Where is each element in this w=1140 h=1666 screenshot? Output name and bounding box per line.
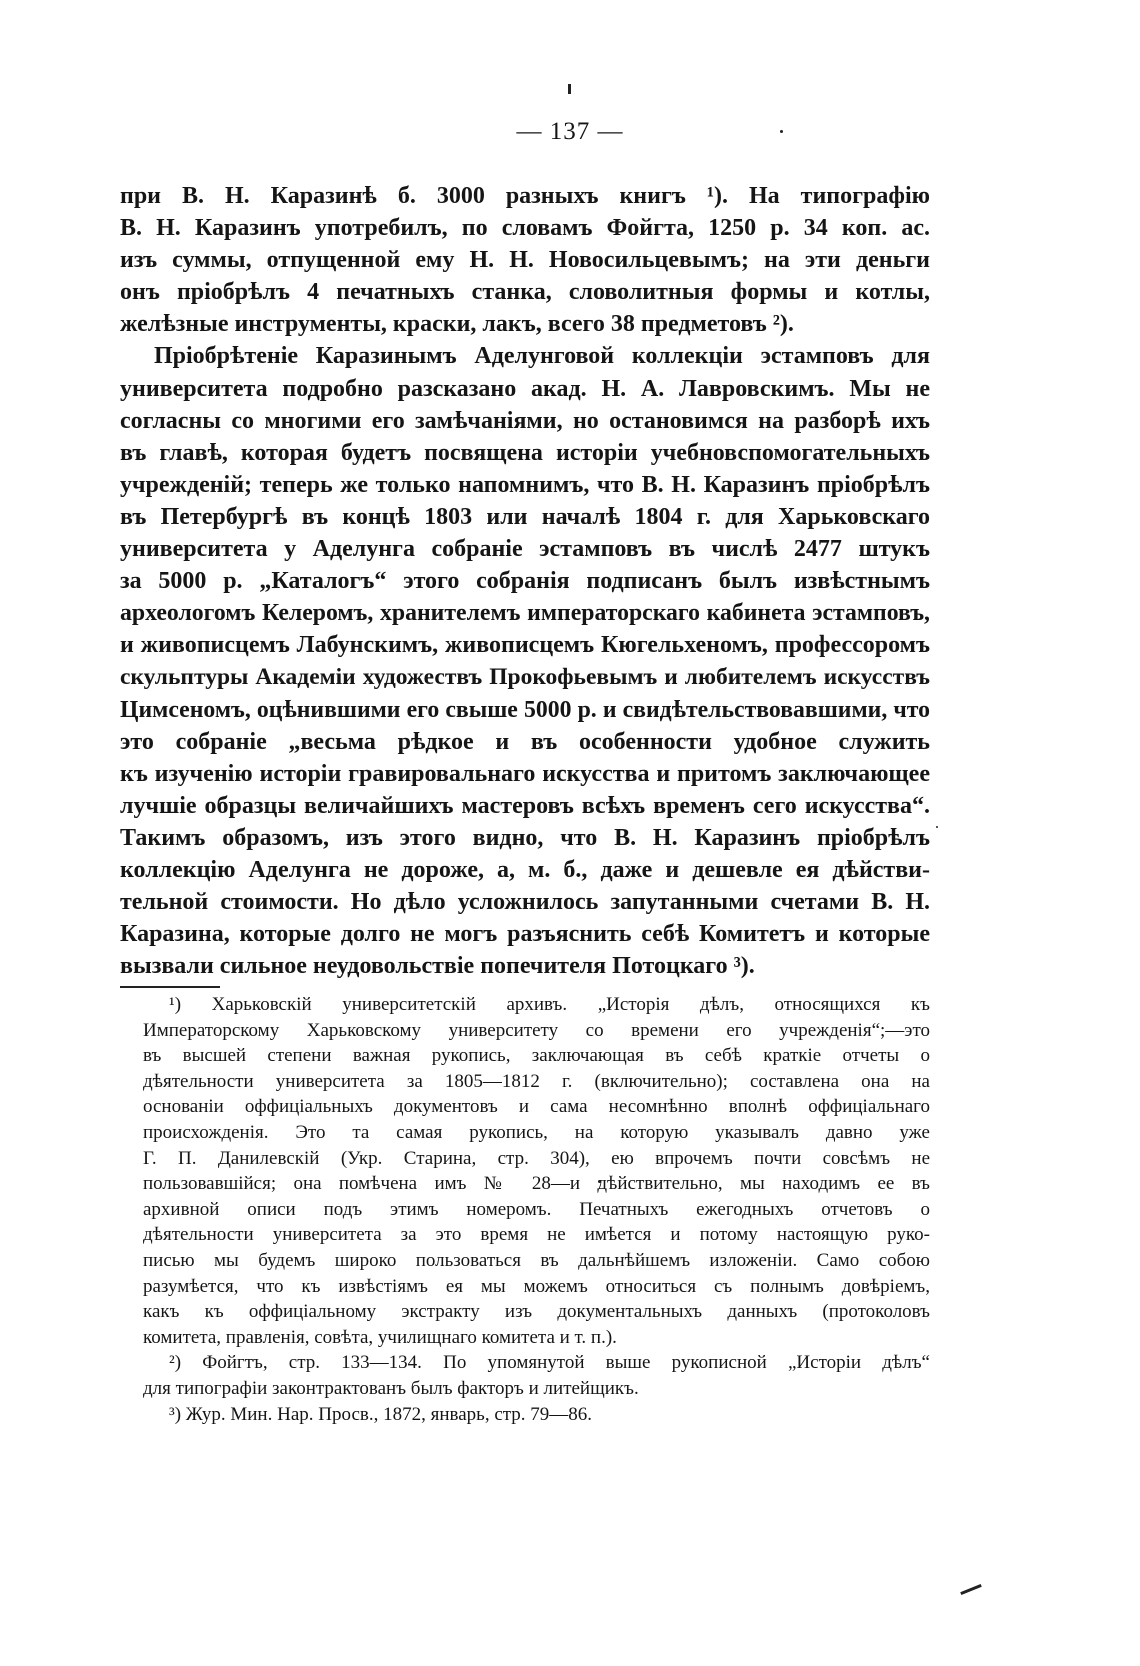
- text-line: скульптуры Академіи художествъ Прокофьевымъ и любителемъ искусствъ: [120, 664, 930, 691]
- footnote-line: для типографіи законтрактованъ былъ факторъ и литейщикъ.: [143, 1377, 639, 1399]
- text-line: Каразина, которые долго не могъ разъяснить себѣ Комитетъ и которые: [120, 921, 930, 948]
- text-line: коллекцію Аделунга не дороже, а, м. б., даже и дешевле ея дѣйстви-: [120, 856, 930, 883]
- footnote-line: какъ къ оффиціальному экстракту изъ документальныхъ данныхъ (протоколовъ: [143, 1301, 930, 1323]
- footnote-line: ³) Жур. Мин. Нар. Просв., 1872, январь, стр. 79—86.: [169, 1403, 593, 1425]
- text-line: Пріобрѣтеніе Каразинымъ Аделунговой коллекціи эстамповъ для: [154, 343, 930, 370]
- footnote-line: пользовавшійся; она помѣчена имъ № 28—и дѣйствительно, мы находимъ ее въ: [143, 1173, 930, 1195]
- footnote-line: въ высшей степени важная рукопись, заключающая въ себѣ краткіе отчеты о: [143, 1045, 930, 1067]
- text-line: это собраніе „весьма рѣдкое и въ особенности удобное служить: [120, 728, 930, 755]
- footnote-line: разумѣется, что къ извѣстіямъ ея мы можемъ относиться съ полнымъ довѣріемъ,: [143, 1275, 930, 1297]
- text-line: вызвали сильное неудовольствіе попечителя Потоцкаго ³).: [120, 953, 755, 980]
- footnotes: [143, 992, 930, 1427]
- text-line: университета подробно разсказано акад. Н. А. Лавровскимъ. Мы не: [120, 375, 930, 402]
- footnote-line: ²) Фойгтъ, стр. 133—134. По упомянутой выше рукописной „Исторіи дѣлъ“: [169, 1352, 930, 1374]
- text-line: Цимсеномъ, оцѣнившими его свыше 5000 р. и свидѣтельствовавшими, что: [120, 696, 930, 723]
- text-line: за 5000 р. „Каталогъ“ этого собранія подписанъ былъ извѣстнымъ: [120, 568, 930, 595]
- text-line: въ Петербургѣ въ концѣ 1803 или началѣ 1804 г. для Харьковскаго: [120, 503, 930, 530]
- text-line: учрежденій; теперь же только напомнимъ, что В. Н. Каразинъ пріобрѣлъ: [120, 471, 930, 498]
- ink-speck: [936, 826, 938, 828]
- text-line: университета у Аделунга собраніе эстамповъ въ числѣ 2477 штукъ: [120, 536, 930, 563]
- footnote-line: Императорскому Харьковскому университету со времени его учрежденія“;—это: [143, 1019, 930, 1041]
- text-line: и живописцемъ Лабунскимъ, живописцемъ Кюгельхеномъ, профессоромъ: [120, 632, 930, 659]
- text-line: В. Н. Каразинъ употребилъ, по словамъ Фойгта, 1250 р. 34 коп. ас.: [120, 215, 930, 242]
- page-number: — 137 —: [516, 118, 624, 145]
- ink-speck: [568, 84, 571, 94]
- footnote-line: дѣятельности университета за 1805—1812 г. (включительно); составлена она на: [143, 1070, 930, 1092]
- footnote-line: комитета, правленія, совѣта, училищнаго комитета и т. п.).: [143, 1326, 617, 1348]
- footnote-line: основаніи оффиціальныхъ документовъ и сама несомнѣнно вполнѣ оффиціальнаго: [143, 1096, 930, 1118]
- text-line: при В. Н. Каразинѣ б. 3000 разныхъ книгъ ¹). На типографію: [120, 183, 930, 209]
- footnote-line: архивной описи подъ этимъ номеромъ. Печатныхъ ежегодныхъ отчетовъ о: [143, 1198, 930, 1220]
- footnote-line: ¹) Харьковскій университетскій архивъ. „Исторія дѣлъ, относящихся къ: [169, 994, 930, 1015]
- text-line: Такимъ образомъ, изъ этого видно, что В. Н. Каразинъ пріобрѣлъ: [120, 824, 930, 851]
- footnote-line: Г. П. Данилевскій (Укр. Старина, стр. 304), ею впрочемъ почти совсѣмъ не: [143, 1147, 930, 1169]
- text-line: къ изученію исторіи гравировальнаго искусства и притомъ заключающее: [120, 760, 930, 787]
- text-line: въ главѣ, которая будетъ посвящена исторіи учебновспомогательныхъ: [120, 439, 930, 466]
- footnote-line: писью мы будемъ широко пользоваться въ дальнѣйшемъ изложеніи. Само собою: [143, 1249, 930, 1271]
- text-line: археологомъ Келеромъ, хранителемъ императорскаго кабинета эстамповъ,: [120, 600, 930, 627]
- text-line: лучшіе образцы величайшихъ мастеровъ всѣхъ временъ сего искусства“.: [120, 792, 930, 819]
- footnote-line: дѣятельности университета за это время не имѣется и потому настоящую руко-: [143, 1224, 930, 1246]
- text-line: тельной стоимости. Но дѣло усложнилось запутанными счетами В. Н.: [120, 889, 930, 916]
- ink-speck: [960, 1584, 982, 1595]
- footnote-line: происхожденія. Это та самая рукопись, на которую указывалъ давно уже: [143, 1121, 930, 1143]
- main-text: [120, 180, 930, 982]
- text-line: согласны со многими его замѣчаніями, но остановимся на разборѣ ихъ: [120, 407, 930, 434]
- text-line: желѣзные инструменты, краски, лакъ, всего 38 предметовъ ²).: [120, 311, 794, 338]
- footnote-divider: [120, 986, 220, 988]
- text-line: онъ пріобрѣлъ 4 печатныхъ станка, словолитныя формы и котлы,: [120, 279, 930, 306]
- text-line: изъ суммы, отпущенной ему Н. Н. Новосильцевымъ; на эти деньги: [120, 247, 930, 274]
